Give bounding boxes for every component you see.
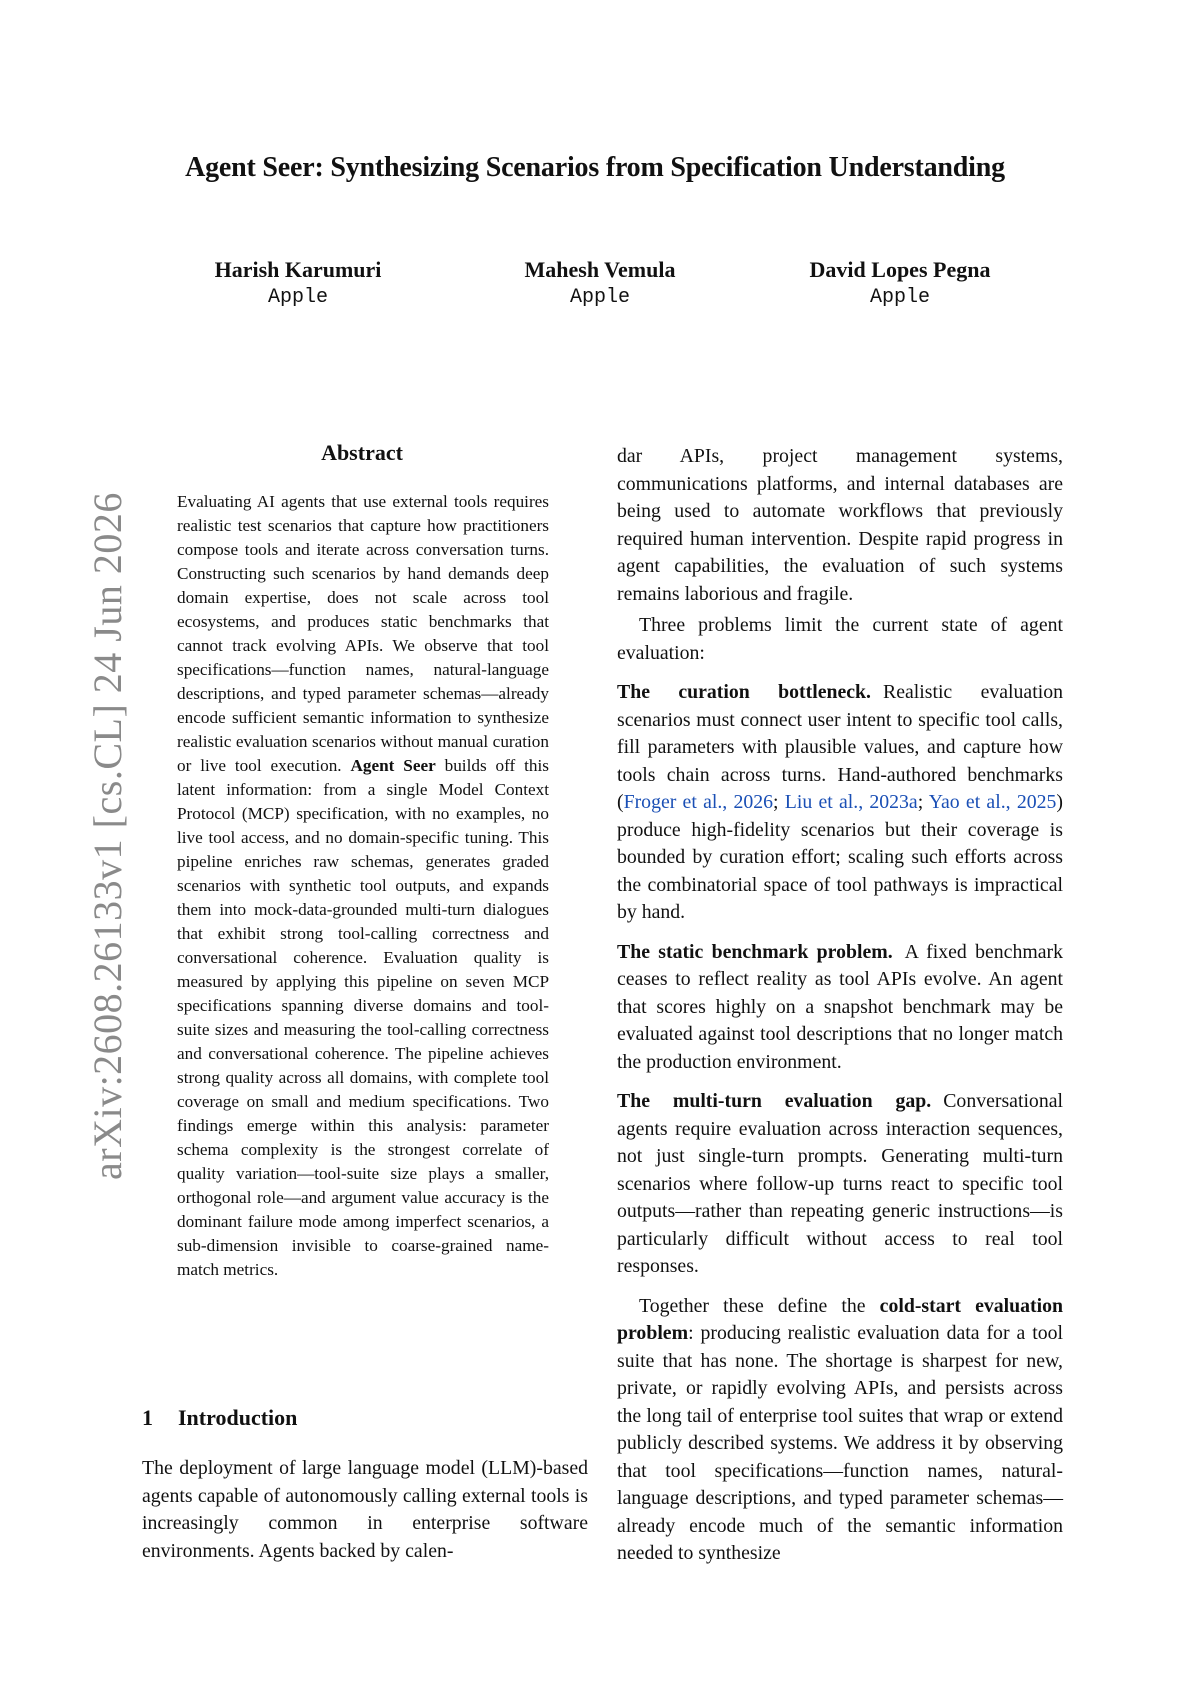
citation-link[interactable]: Liu et al., 2023a <box>784 791 918 813</box>
paragraph-heading: The multi-turn evaluation gap. <box>617 1090 932 1112</box>
citation-separator: ; <box>773 791 785 813</box>
arxiv-identifier: arXiv:2608.26133v1 [cs.CL] 24 Jun 2026 <box>85 492 130 1180</box>
author-name: Harish Karumuri <box>214 257 382 282</box>
intro-paragraph: The deployment of large language model (LLM)-based agents capable of autonomously calling external tools is increasingly common in enterprise software environments. Agents backed by calen- <box>142 1457 588 1562</box>
static-benchmark-paragraph <box>617 939 1063 1077</box>
abstract-heading: Abstract <box>321 440 403 465</box>
paragraph-text: Conversational agents require evaluation across interaction sequences, not just single-turn prompts. Generating multi-turn scenarios where follow-up turns react to specific tool outputs—rather than repeating generic instructions—is particularly difficult without access to real tool responses. <box>617 1090 1063 1277</box>
citation-link[interactable]: Yao et al., 2025 <box>928 791 1057 813</box>
paragraph-text: Together these define the <box>639 1294 880 1317</box>
paragraph-heading: The static benchmark problem. <box>617 940 893 963</box>
author-name: David Lopes Pegna <box>809 257 991 282</box>
author-block <box>470 256 730 312</box>
abstract-text-part: Evaluating AI agents that use external tools requires realistic test scenarios that capture how practitioners compose tools and iterate across conversation turns. Constructing such scenarios by hand demands deep domain expertise, does not scale across tool ecosystems, and produces static benchmarks that cannot track evolving APIs. We observe that tool specifications—function names, natural-language descriptions, and typed parameter schemas—already encode sufficient semantic information to synthesize realistic evaluation scenarios without manual curation or live tool execution. <box>177 492 549 775</box>
author-affiliation: Apple <box>569 286 630 309</box>
author-block <box>168 256 428 312</box>
author-block <box>770 256 1030 312</box>
section-heading-introduction <box>142 1405 297 1431</box>
paragraph-text: Realistic evaluation scenarios must connect user intent to specific tool calls, fill parameters with plausible values, and capture how tools chain across turns. Hand-authored benchmarks ( <box>617 681 1063 813</box>
paragraph-text: A fixed benchmark ceases to reflect reality as tool APIs evolve. An agent that scores highly on a snapshot benchmark may be evaluated against tool descriptions that no longer match the production environment. <box>617 940 1063 1073</box>
author-affiliation: Apple <box>267 286 328 309</box>
author-name: Mahesh Vemula <box>524 257 676 282</box>
author-affiliation: Apple <box>869 286 930 309</box>
paper-title: Agent Seer: Synthesizing Scenarios from Specification Understanding <box>185 152 1005 183</box>
intro-paragraph: Three problems limit the current state of agent evaluation: <box>617 614 1063 664</box>
right-column <box>617 443 1063 1568</box>
system-name: Agent Seer <box>350 756 436 775</box>
section-number: 1 <box>142 1405 153 1430</box>
curation-paragraph <box>617 679 1063 927</box>
intro-paragraph: dar APIs, project management systems, communications platforms, and internal databases are being used to automate workflows that previously required human intervention. Despite rapid progress in agent capabilities, the evaluation of such systems remains laborious and fragile. <box>617 445 1063 605</box>
paragraph-text: : producing realistic evaluation data for a tool suite that has none. The shortage is sharpest for new, private, or rapidly evolving APIs, and persists across the long tail of enterprise tool suites that wrap or extend publicly described systems. We address it by observing that tool specifications—function names, natural-language descriptions, and typed parameter schemas—already encode much of the semantic information needed to synthesize <box>617 1322 1063 1564</box>
paragraph-text: ) produce high-fidelity scenarios but their coverage is bounded by curation effort; scaling such efforts across the combinatorial space of tool pathways is impractical by hand. <box>617 791 1063 923</box>
cold-start-paragraph <box>617 1293 1063 1568</box>
abstract-text-part: builds off this latent information: from a single Model Context Protocol (MCP) specification, with no examples, no live tool access, and no domain-specific tuning. This pipeline enriches raw schemas, generates graded scenarios with synthetic tool outputs, and expands them into mock-data-grounded multi-turn dialogues that exhibit strong tool-calling correctness and conversational coherence. Evaluation quality is measured by applying this pipeline on seven MCP specifications spanning diverse domains and tool-suite sizes and measuring the tool-calling correctness and conversational coherence. The pipeline achieves strong quality across all domains, with complete tool coverage on small and medium specifications. Two findings emerge within this analysis: parameter schema complexity is the strongest correlate of quality variation—tool-suite size plays a smaller, orthogonal role—and argument value accuracy is the dominant failure mode among imperfect scenarios, a sub-dimension invisible to coarse-grained name-match metrics. <box>177 756 549 1279</box>
section-title: Introduction <box>178 1405 298 1430</box>
citation-separator: ; <box>917 791 929 813</box>
multi-turn-paragraph <box>617 1088 1063 1281</box>
paragraph-heading: The curation bottleneck. <box>617 681 871 703</box>
citation-link[interactable]: Froger et al., 2026 <box>623 791 774 813</box>
abstract-text <box>177 490 549 1380</box>
key-term: cold-start evaluation problem <box>617 1294 1063 1344</box>
